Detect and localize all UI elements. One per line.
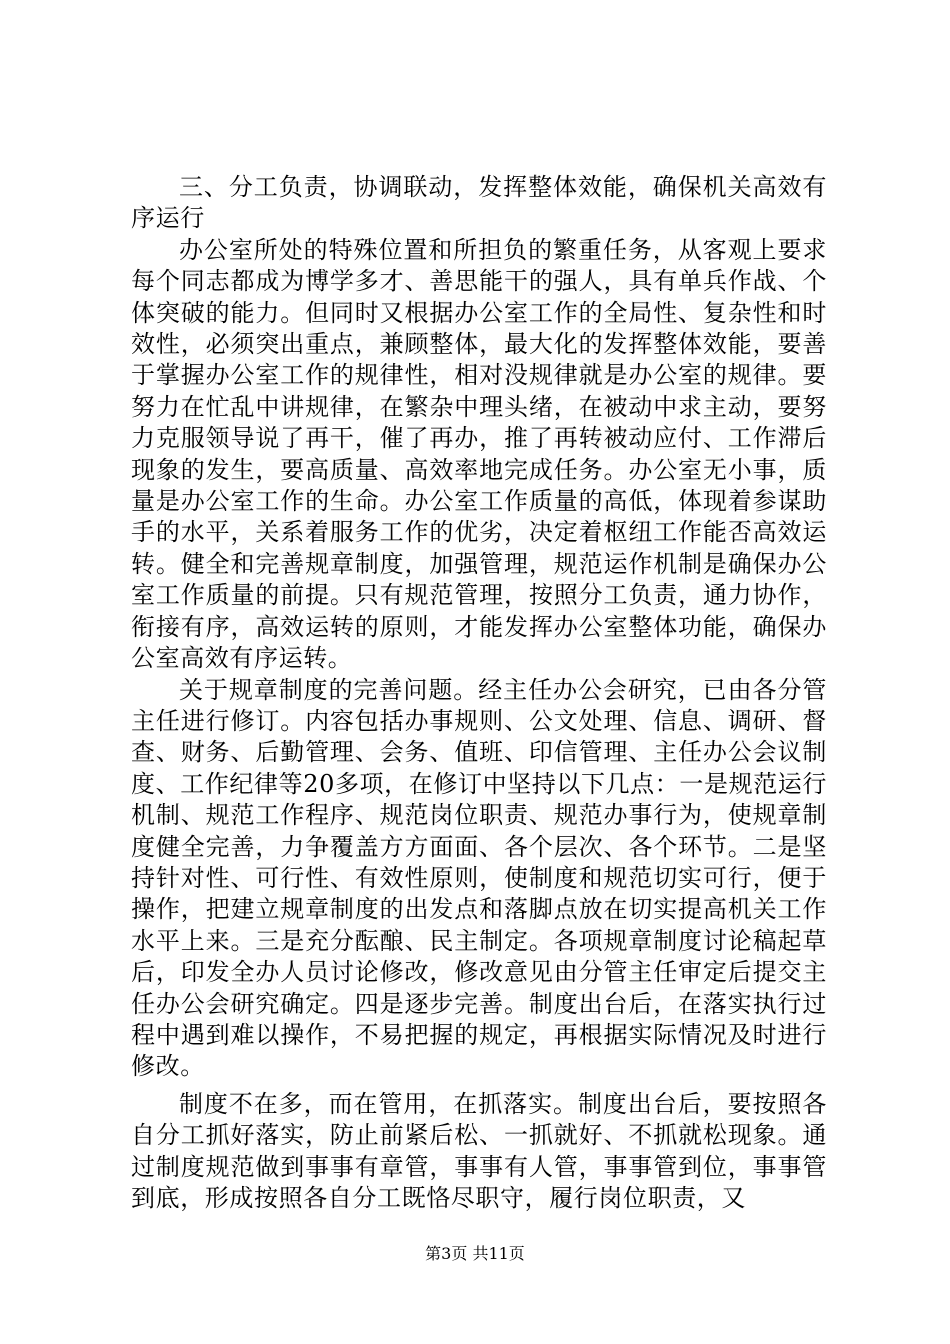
document-body	[131, 172, 827, 1214]
body-paragraph-3: 制度不在多，而在管用，在抓落实。制度出台后，要按照各自分工抓好落实，防止前紧后松、一抓就好、不抓就松现象。通过制度规范做到事事有章管，事事有人管，事事管到位，事事管到底，形成按照各自分工既恪尽职守，履行岗位职责，又	[131, 1089, 827, 1212]
body-paragraph-1: 办公室所处的特殊位置和所担负的繁重任务，从客观上要求每个同志都成为博学多才、善思能干的强人，具有单兵作战、个体突破的能力。但同时又根据办公室工作的全局性、复杂性和时效性，必须突出重点，兼顾整体，最大化的发挥整体效能，要善于掌握办公室工作的规律性，相对没规律就是办公室的规律。要努力在忙乱中讲规律，在繁杂中理头绪，在被动中求主动，要努力克服领导说了再干，催了再办，推了再转被动应付、工作滞后现象的发生，要高质量、高效率地完成任务。办公室无小事，质量是办公室工作的生命。办公室工作质量的高低，体现着参谋助手的水平，关系着服务工作的优劣，决定着枢纽工作能否高效运转。健全和完善规章制度，加强管理，规范运作机制是确保办公室工作质量的前提。只有规范管理，按照分工负责，通力协作，衔接有序，高效运转的原则，才能发挥办公室整体功能，确保办公室高效有序运转。	[131, 235, 827, 673]
section-heading: 三、分工负责，协调联动，发挥整体效能，确保机关高效有序运行	[131, 173, 827, 233]
page-number-footer: 第3页 共11页	[425, 1244, 525, 1263]
body-paragraph-2: 关于规章制度的完善问题。经主任办公会研究，已由各分管主任进行修订。内容包括办事规则、公文处理、信息、调研、督查、财务、后勤管理、会务、值班、印信管理、主任办公会议制度、工作纪律等20多项，在修订中坚持以下几点：一是规范运行机制、规范工作程序、规范岗位职责、规范办事行为，使规章制度健全完善，力争覆盖方方面面、各个层次、各个环节。二是坚持针对性、可行性、有效性原则，使制度和规范切实可行，便于操作，把建立规章制度的出发点和落脚点放在切实提高机关工作水平上来。三是充分酝酿、民主制定。各项规章制度讨论稿起草后，印发全办人员讨论修改，修改意见由分管主任审定后提交主任办公会研究确定。四是逐步完善。制度出台后，在落实执行过程中遇到难以操作，不易把握的规定，再根据实际情况及时进行修改。	[131, 675, 827, 1081]
